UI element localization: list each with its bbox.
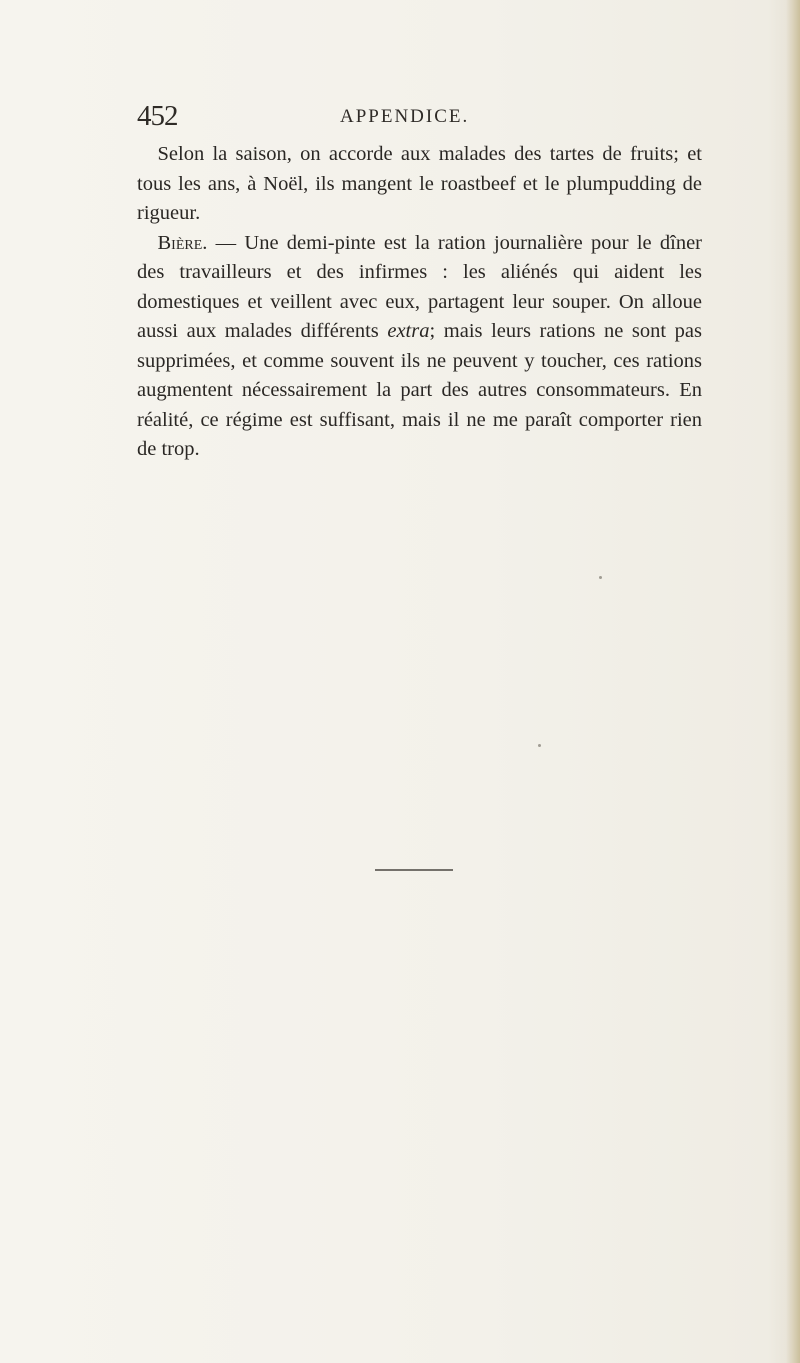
page-edge-shadow [786, 0, 800, 1363]
paragraph-biere [137, 229, 702, 465]
horizontal-rule [375, 869, 453, 871]
paragraph-biere-text-b: ; mais leurs rations ne sont pas supprimées, et comme souvent ils ne peuvent y toucher, ces rations augmentent nécessairement la part des autres consommateurs. En réalité, ce régime est suffisant, mais il ne me paraît comporter rien de trop. [137, 320, 702, 460]
section-lead-biere: Bière. [157, 231, 208, 254]
paragraph-saison: Selon la saison, on accorde aux malades des tartes de fruits; et tous les ans, à Noël, ils mangent le roastbeef et le plumpudding de rigueur. [137, 143, 702, 224]
paragraph-biere-text-a: — Une demi-pinte est la ration journalière pour le dîner des travailleurs et des infirmes : les aliénés qui aident les domestiques et veillent avec eux, partagent leur souper. On alloue aussi aux malades différents [137, 231, 702, 342]
body-text [137, 140, 702, 465]
page-number: 452 [137, 100, 178, 132]
running-head: APPENDICE. [340, 106, 470, 127]
paper-speck [538, 744, 541, 747]
italic-extra: extra [387, 320, 430, 342]
paper-speck [599, 576, 602, 579]
page-header [137, 100, 697, 140]
